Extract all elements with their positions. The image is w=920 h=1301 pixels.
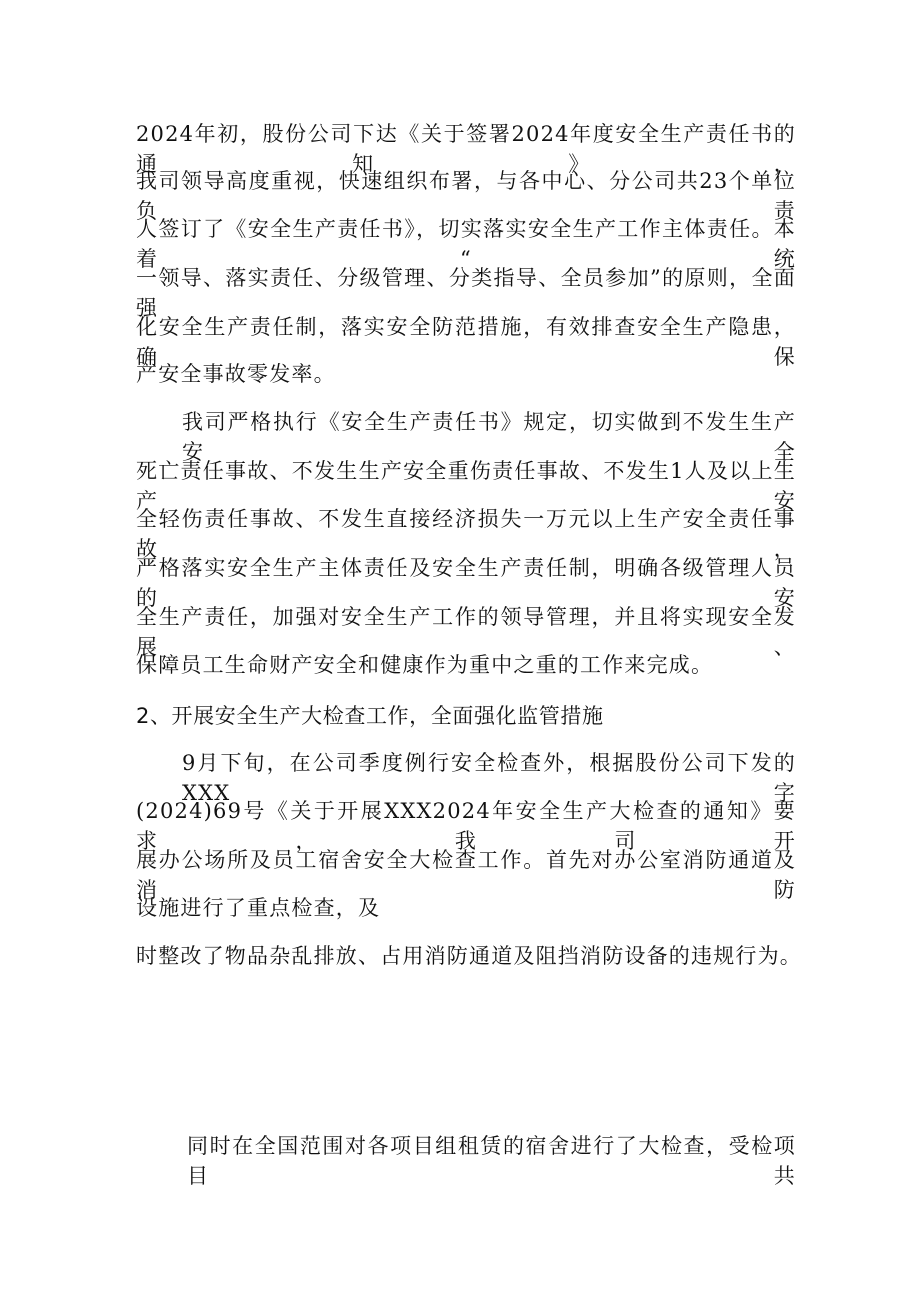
paragraph-2-line-3: 全轻伤责任事故、不发生直接经济损失一万元以上生产安全责任事故，: [136, 507, 796, 561]
paragraph-4-line-1: 同时在全国范围对各项目组租赁的宿舍进行了大检查，受检项目共: [187, 1134, 796, 1188]
section-heading: 2、开展安全生产大检查工作，全面强化监管措施: [136, 704, 604, 728]
paragraph-3-line-1: 9月下旬，在公司季度例行安全检查外，根据股份公司下发的XXX字: [182, 751, 796, 805]
paragraph-3-line-5: 时整改了物品杂乱排放、占用消防通道及阻挡消防设备的违规行为。: [136, 944, 802, 968]
paragraph-3-line-3: 展办公场所及员工宿舍安全大检查工作。首先对办公室消防通道及消防: [136, 848, 796, 902]
paragraph-1-line-5: 化安全生产责任制，落实安全防范措施，有效排查安全生产隐患，确保: [136, 315, 796, 369]
paragraph-3-line-4: 设施进行了重点检查，及: [136, 896, 381, 920]
paragraph-1-line-2: 我司领导高度重视，快速组织布署，与各中心、分公司共23个单位负责: [136, 169, 796, 223]
paragraph-2-line-4: 严格落实安全生产主体责任及安全生产责任制，明确各级管理人员的安: [136, 556, 796, 610]
paragraph-2-line-6: 保障员工生命财产安全和健康作为重中之重的工作来完成。: [136, 653, 714, 677]
paragraph-2-line-5: 全生产责任，加强对安全生产工作的领导管理，并且将实现安全发展、: [136, 605, 796, 659]
paragraph-1-line-3: 人签订了《安全生产责任书》，切实落实安全生产工作主体责任。本着“统: [136, 217, 796, 271]
paragraph-3-line-2: (2024)69号《关于开展XXX2024年安全生产大检查的通知》要求，我司开: [136, 799, 796, 853]
paragraph-1-line-4: 一领导、落实责任、分级管理、分类指导、全员参加”的原则，全面强: [136, 266, 796, 320]
paragraph-2-line-1: 我司严格执行《安全生产责任书》规定，切实做到不发生生产安全: [182, 410, 796, 464]
paragraph-1-line-1: 2024年初，股份公司下达《关于签署2024年度安全生产责任书的通知》，: [136, 122, 796, 176]
paragraph-2-line-2: 死亡责任事故、不发生生产安全重伤责任事故、不发生1人及以上生产安: [136, 459, 796, 513]
paragraph-1-line-6: 产安全事故零发率。: [136, 362, 336, 386]
